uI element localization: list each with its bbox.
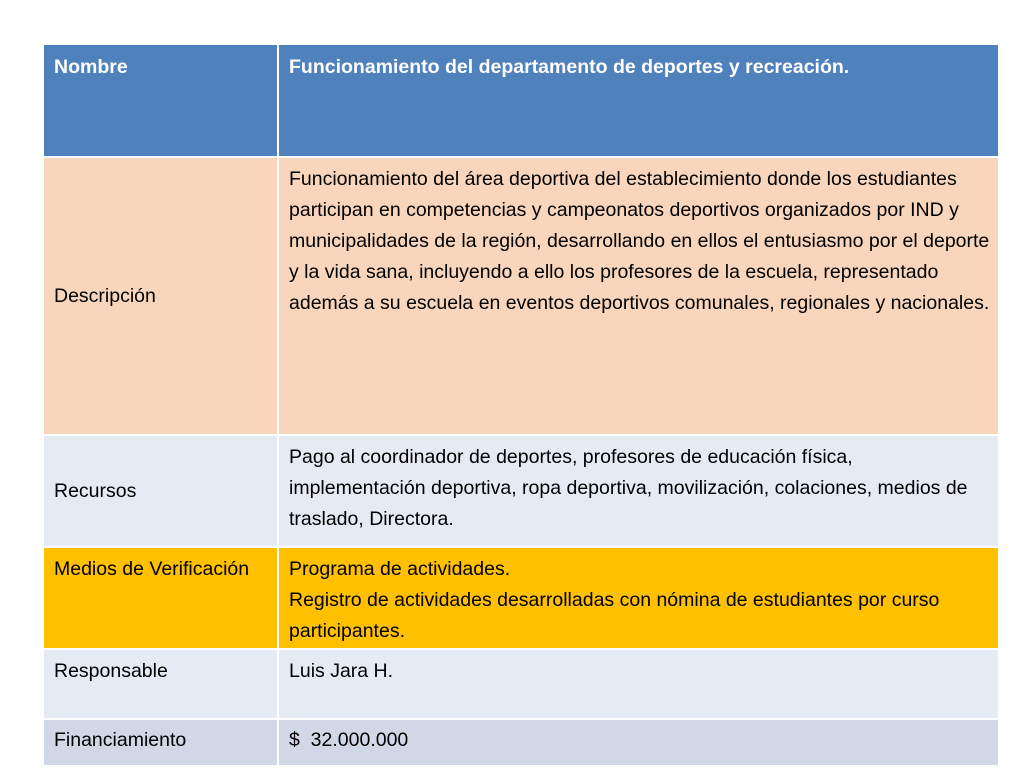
medios-value-line1: Programa de actividades.	[289, 558, 511, 580]
recursos-label-text: Recursos	[54, 479, 137, 502]
nombre-value: Funcionamiento del departamento de deportes y recreación.	[279, 45, 998, 156]
nombre-label: Nombre	[44, 45, 277, 156]
medios-value-line2: Registro de actividades desarrolladas con nómina de estudiantes por curso participantes.	[289, 589, 940, 642]
financiamiento-label: Financiamiento	[44, 720, 277, 765]
descripcion-value: Funcionamiento del área deportiva del establecimiento donde los estudiantes participan en competencias y campeonatos deportivos organizados por IND y municipalidades de la región, desarrollando en ellos el entusiasmo por el deporte y la vida sana, incluyendo a ello los profesores de la escuela, representado además a su escuela en eventos deportivos comunales, regionales y nacionales.	[279, 158, 998, 434]
descripcion-label-text: Descripción	[54, 284, 156, 307]
recursos-value: Pago al coordinador de deportes, profesores de educación física, implementación deportiva, ropa deportiva, movilización, colaciones, medios de traslado, Directora.	[279, 436, 998, 546]
descripcion-label	[44, 158, 277, 434]
financiamiento-value: $ 32.000.000	[279, 720, 998, 765]
responsable-label: Responsable	[44, 650, 277, 718]
project-table	[44, 45, 996, 765]
responsable-value: Luis Jara H.	[279, 650, 998, 718]
medios-value	[279, 548, 998, 648]
medios-label: Medios de Verificación	[44, 548, 277, 648]
recursos-label	[44, 436, 277, 546]
